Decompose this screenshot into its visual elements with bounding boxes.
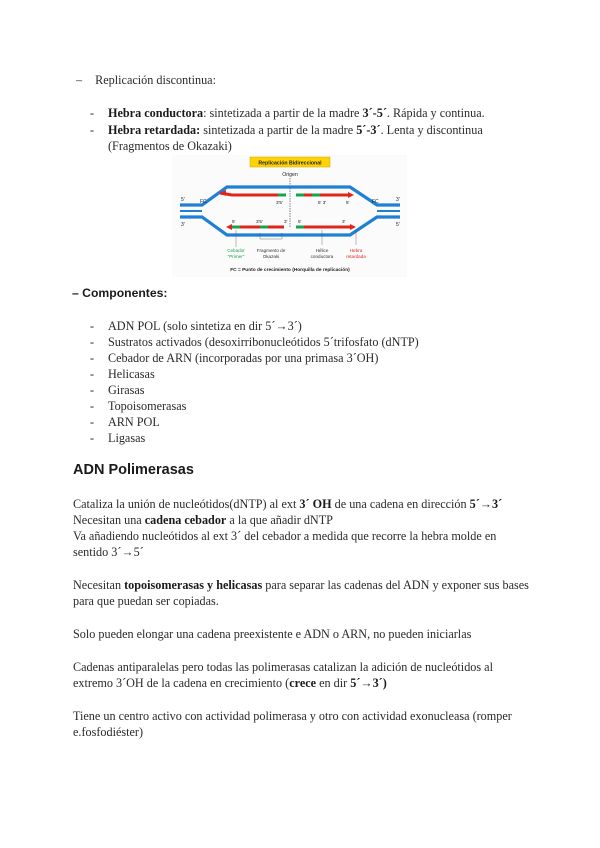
p1-text-e: Necesitan una (73, 513, 145, 527)
bullet-bold: Hebra retardada: (108, 123, 201, 137)
p4-text-c: en dir (316, 676, 351, 690)
p4-text-a: Cadenas antiparalelas pero todas las polimerasas catalizan la adición de nucleótidos al extremo 3´OH de la cadena en crecimiento ( (73, 660, 493, 690)
list-dash: - (90, 383, 95, 397)
primer (260, 226, 268, 229)
fragmento-label: Fragmento de (256, 248, 286, 253)
components-heading-text: – Componentes: (72, 286, 168, 300)
p2-text-c: para separar las cadenas del ADN y exponer sus bases para que puedan ser copiadas. (73, 578, 529, 608)
list-dash: - (90, 367, 95, 381)
diagram-title: Replicación Bidireccional (258, 160, 322, 167)
label-35a: 3'5' (276, 200, 283, 205)
paragraph-4 (73, 659, 533, 691)
list-item-text: Cebador de ARN (incorporadas por una primasa 3´OH) (108, 351, 379, 365)
bullet-dash: - (90, 106, 95, 120)
p2-text-a: Necesitan (73, 578, 125, 592)
section-title: ADN Polimerasas (73, 462, 194, 478)
list-item-text: ARN POL (108, 415, 160, 429)
list-dash: - (90, 415, 95, 429)
intro-heading: Replicación discontinua: (95, 73, 216, 87)
list-item-text: Sustratos activados (desoxirribonucleótidos 5´trifosfato (dNTP) (108, 335, 419, 349)
intro-dash: – (76, 73, 83, 87)
paragraph-2 (73, 577, 533, 609)
label-5b: 5' (232, 219, 236, 224)
p1-text-h: Va añadiendo nucleótidos al ext 3´ del cebador a medida que recorre la hebra molde en sentido 3´→5´ (73, 529, 497, 559)
label-35c: 3'5' (256, 219, 263, 224)
cebador-label: Cebador (227, 248, 245, 253)
list-item-text: Girasas (108, 383, 145, 397)
primer (296, 226, 304, 229)
bullet-text: : sintetizada a partir de la madre (203, 106, 363, 120)
primer (312, 194, 320, 197)
label-35b: 3' (342, 219, 346, 224)
label-5-left: 5' (181, 197, 185, 203)
p1-text-g: a la que añadir dNTP (226, 513, 333, 527)
list-item-text: Ligasas (108, 431, 146, 445)
bullet-bold2: 5´-3´ (356, 123, 381, 137)
list-item-text: Helicasas (108, 367, 155, 381)
p1-text-a: Cataliza la unión de nucleótidos(dNTP) al ext (73, 497, 300, 511)
bullet-text-post: . Rápida y continua. (386, 106, 485, 120)
retardada-label: retardada (346, 254, 366, 259)
list-dash: - (90, 431, 95, 445)
label-5c: 5' (298, 219, 302, 224)
label-63: 6' 3' (318, 200, 327, 205)
bullet-text: sintetizada a partir de la madre (200, 123, 357, 137)
list-dash: - (90, 399, 95, 413)
p1-bold-b: 3´ OH (299, 497, 332, 511)
p1-bold-d: 5´→3´ (469, 497, 503, 511)
bullet-dash: - (90, 123, 95, 137)
p4-bold-d: 5´→3´) (350, 676, 387, 690)
replication-diagram (172, 155, 407, 277)
primer (232, 226, 240, 229)
okazaki-label: Okazaki (262, 254, 280, 259)
list-item-text: ADN POL (solo sintetiza en dir 5´→3´) (108, 319, 302, 333)
bullet-continuation: (Fragmentos de Okazaki) (108, 139, 232, 153)
primer (278, 194, 286, 197)
diagram-caption: FC = Punto de crecimiento (Horquilla de replicación) (230, 268, 350, 273)
conductora-label: conductora (310, 254, 334, 259)
fc-right: FC (372, 199, 379, 205)
list-item-text: Topoisomerasas (108, 399, 187, 413)
intro-line (76, 72, 216, 88)
list-dash: - (90, 335, 95, 349)
paragraph-1 (73, 496, 533, 560)
bullet-bold2: 3´-5´ (362, 106, 387, 120)
p1-bold-f: cadena cebador (144, 513, 227, 527)
primer-label: "Primer" (227, 254, 245, 259)
list-dash: - (90, 351, 95, 365)
label-5-right: 5' (396, 222, 400, 228)
paragraph-3: Solo pueden elongar una cadena preexistente e ADN o ARN, no pueden iniciarlas (73, 627, 472, 641)
primer (296, 194, 304, 197)
label-5a: 5' (346, 200, 350, 205)
bullet-text-post: . Lenta y discontinua (380, 123, 483, 137)
label-3-left: 3' (181, 222, 185, 228)
bullet-bold: Hebra conductora (108, 106, 204, 120)
list-dash: - (90, 319, 95, 333)
helice-label: Hélice (315, 248, 329, 253)
diagram-origin: Origen (282, 172, 298, 178)
components-heading (72, 285, 167, 301)
label-3-right: 3' (396, 197, 400, 203)
paragraph-5: Tiene un centro activo con actividad polimerasa y otro con actividad exonucleasa (romper e.fosfodiéster) (73, 709, 512, 739)
p1-text-c: de una cadena en dirección (331, 497, 470, 511)
fc-left: FC (200, 199, 207, 205)
hebra-label: Hebra (349, 248, 363, 253)
p4-bold-b: crece (289, 676, 317, 690)
label-3b: 3' (284, 219, 288, 224)
p2-bold: topoisomerasas y helicasas (124, 578, 263, 592)
